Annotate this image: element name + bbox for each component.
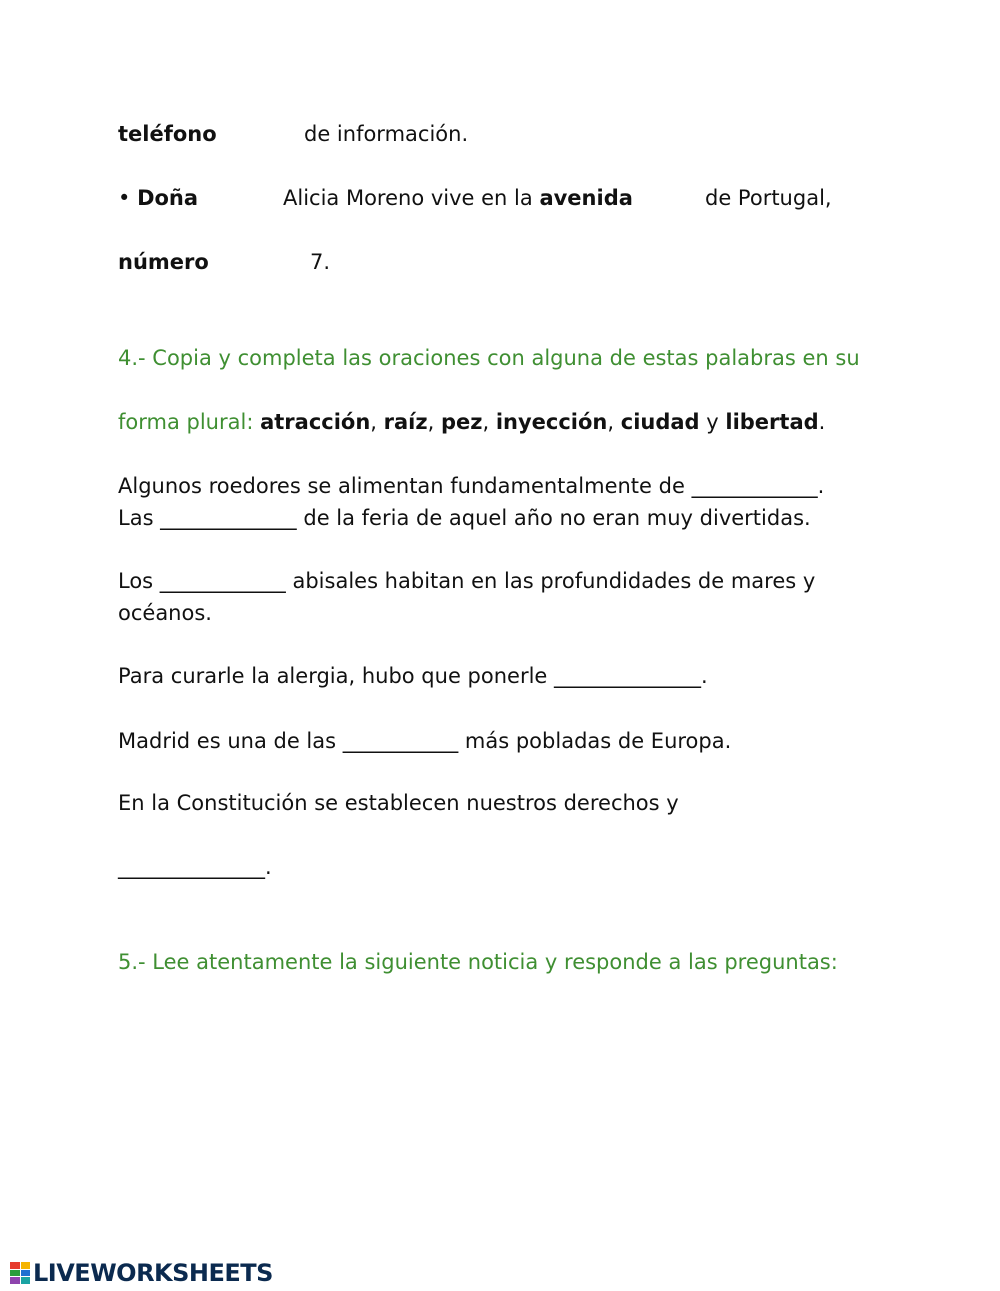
sentence-3: Los ____________ abisales habitan en las profundidades de mares y: [118, 569, 816, 593]
telefono-label: teléfono: [118, 122, 217, 146]
sentence-1: Algunos roedores se alimentan fundamentalmente de ____________.: [118, 474, 825, 498]
sentence-6-blank: ______________.: [118, 855, 272, 879]
exercise4-heading-line2: forma plural: atracción, raíz, pez, inyección, ciudad y libertad.: [118, 410, 826, 434]
word-atraccion: atracción: [260, 410, 371, 434]
sentence-2: Las _____________ de la feria de aquel año no eran muy divertidas.: [118, 506, 811, 530]
sentence-6: En la Constitución se establecen nuestros derechos y: [118, 791, 679, 815]
word-pez: pez: [440, 410, 483, 434]
word-ciudad: ciudad: [620, 410, 700, 434]
numero-text: 7.: [310, 250, 331, 274]
telefono-text: de información.: [304, 122, 469, 146]
logo-grid-icon: [10, 1262, 30, 1284]
avenida-text: de Portugal,: [705, 186, 832, 210]
dona-text: Alicia Moreno vive en la avenida: [283, 186, 633, 210]
liveworksheets-logo: [10, 1260, 273, 1286]
word-libertad: libertad: [725, 410, 819, 434]
dona-label: • Doña: [118, 186, 199, 210]
sentence-4: Para curarle la alergia, hubo que ponerle ______________.: [118, 664, 708, 688]
word-raiz: raíz: [383, 410, 428, 434]
numero-label: número: [118, 250, 209, 274]
sentence-3-cont: océanos.: [118, 601, 212, 625]
avenida-label: avenida: [539, 186, 633, 210]
exercise4-heading-line1: 4.- Copia y completa las oraciones con alguna de estas palabras en su: [118, 346, 860, 370]
exercise5-heading: 5.- Lee atentamente la siguiente noticia y responde a las preguntas:: [118, 950, 838, 974]
word-inyeccion: inyección: [495, 410, 608, 434]
sentence-5: Madrid es una de las ___________ más pobladas de Europa.: [118, 729, 732, 753]
logo-text: LIVEWORKSHEETS: [33, 1259, 273, 1287]
